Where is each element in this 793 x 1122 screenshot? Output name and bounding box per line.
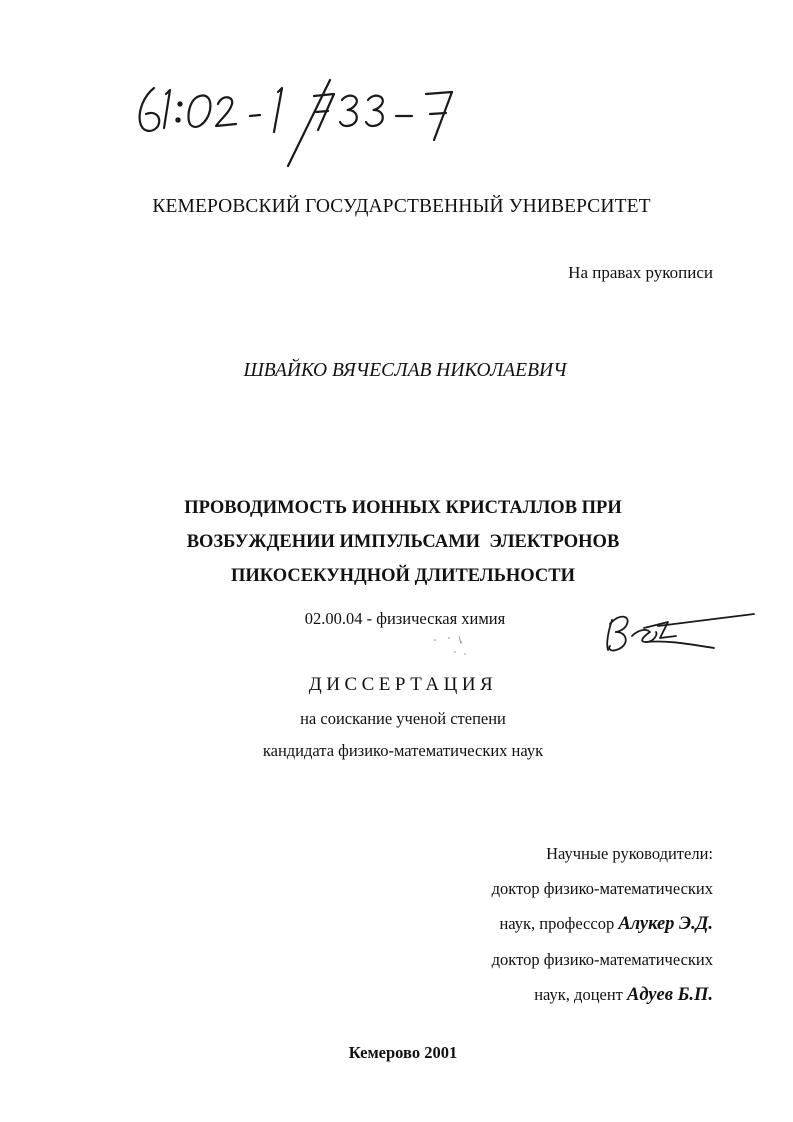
- document-type: ДИССЕРТАЦИЯ: [308, 674, 498, 695]
- handwritten-signature: [598, 602, 758, 662]
- degree-line-1: на соискание ученой степени: [300, 709, 506, 728]
- author-name: ШВАЙКО ВЯЧЕСЛАВ НИКОЛАЕВИЧ: [243, 360, 567, 381]
- city-and-year: Кемерово 2001: [348, 1043, 458, 1062]
- faint-stamp-marks: [425, 634, 475, 658]
- supervisor-1-degree: доктор физико-математических: [491, 879, 713, 898]
- specialty-code: 02.00.04 - физическая химия: [304, 609, 506, 628]
- supervisor-1-name: Алукер Э.Д.: [618, 914, 713, 934]
- supervisors-heading: Научные руководители:: [546, 844, 713, 863]
- supervisor-1-line: [492, 906, 713, 942]
- thesis-title-line: ПРОВОДИМОСТЬ ИОННЫХ КРИСТАЛЛОВ ПРИ: [184, 498, 622, 518]
- supervisor-2-degree: доктор физико-математических: [491, 950, 713, 969]
- thesis-title: [0, 491, 793, 593]
- manuscript-rights-note: На правах рукописи: [568, 263, 713, 282]
- degree-line-2: кандидата физико-математических наук: [262, 741, 544, 760]
- university-name: КЕМЕРОВСКИЙ ГОСУДАРСТВЕННЫЙ УНИВЕРСИТЕТ: [152, 196, 651, 217]
- supervisor-2-line: [492, 977, 713, 1013]
- supervisor-2-rank: наук, доцент: [534, 985, 623, 1004]
- supervisors-block: [492, 836, 713, 1013]
- supervisor-1-rank: наук, профессор: [499, 914, 615, 933]
- supervisor-2-name: Адуев Б.П.: [627, 985, 713, 1005]
- thesis-title-line: ВОЗБУЖДЕНИИ ИМПУЛЬСАМИ ЭЛЕКТРОНОВ: [186, 532, 620, 552]
- thesis-title-line: ПИКОСЕКУНДНОЙ ДЛИТЕЛЬНОСТИ: [230, 566, 576, 586]
- handwritten-catalog-code: [130, 70, 490, 170]
